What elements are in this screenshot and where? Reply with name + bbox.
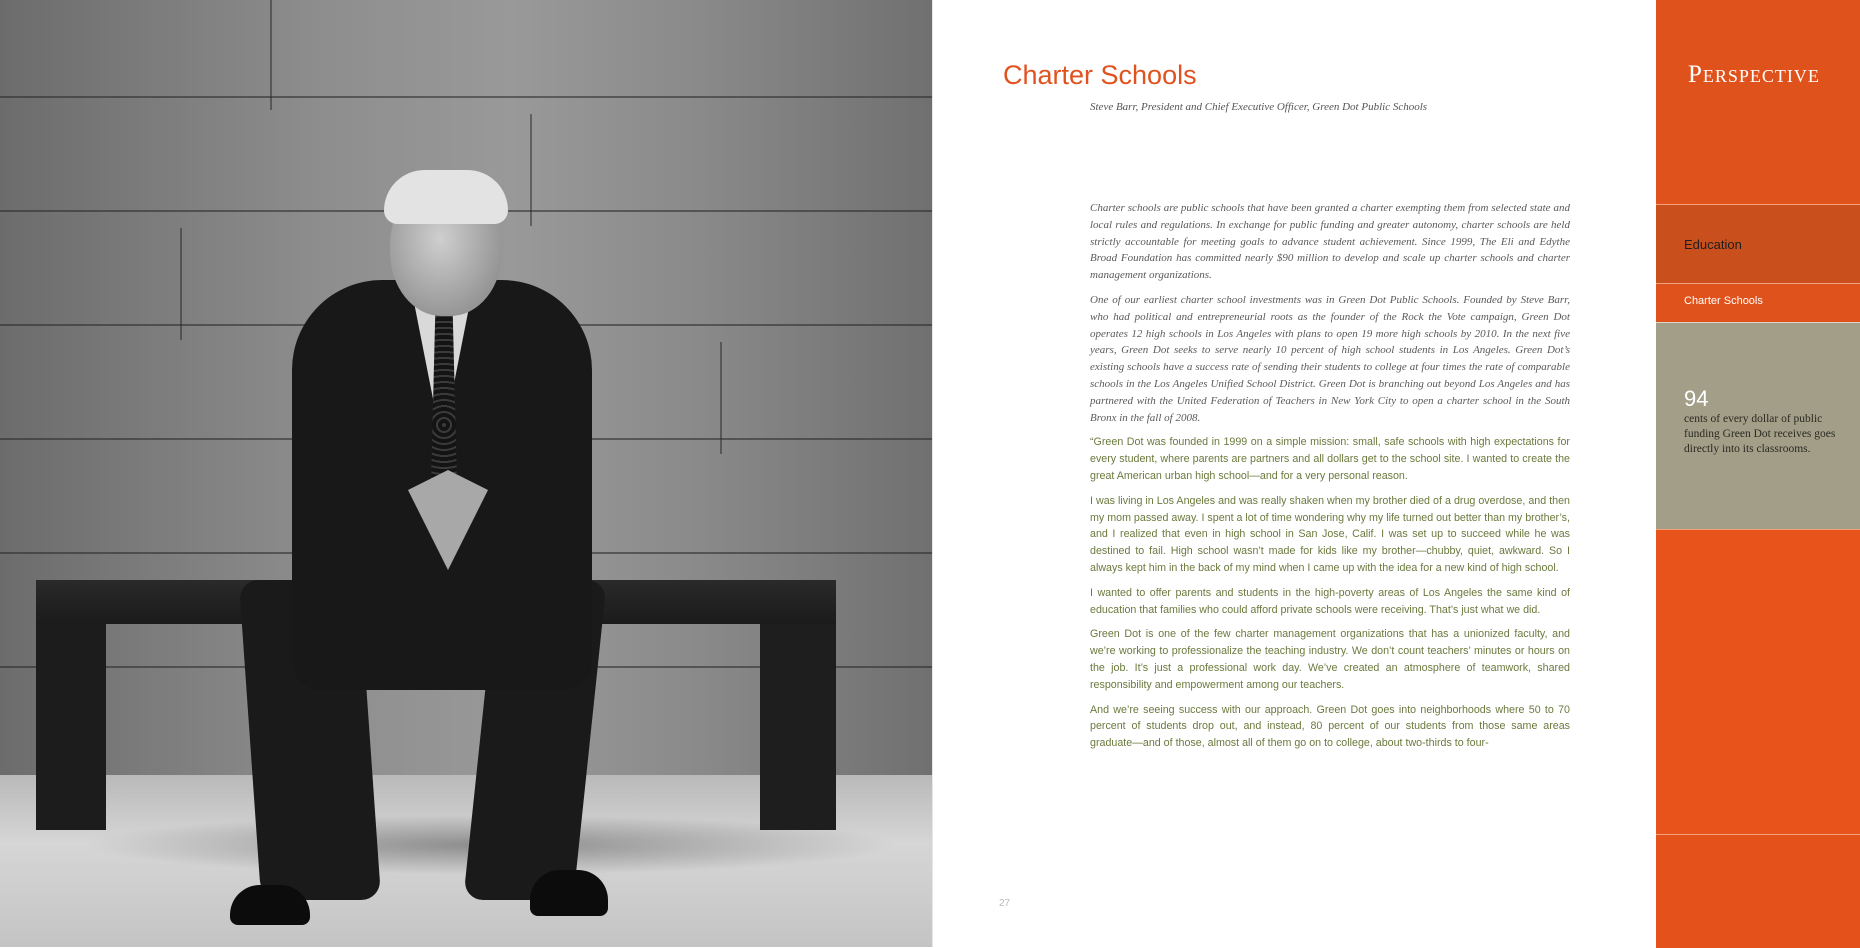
- shoe: [530, 870, 608, 916]
- sidebar-band: [1656, 834, 1860, 948]
- sidebar-subcategory: Charter Schools: [1684, 295, 1763, 307]
- quote-paragraph: Green Dot is one of the few charter management organizations that has a unionized faculty, and we’re working to professionalize the teaching industry. We don’t count teachers’ minutes or hours on the job. It’s just a professional work day. We’ve created an atmosphere of teamwork, shared responsibility and empowerment among our teachers.: [1090, 628, 1570, 691]
- article-title: Charter Schools: [1003, 60, 1197, 90]
- quote-paragraph: I wanted to offer parents and students in the high-poverty areas of Los Angeles the same kind of education that families who could afford private schools were receiving. That’s just what we did.: [1090, 586, 1570, 616]
- seated-man: [230, 170, 700, 930]
- quote-paragraph: “Green Dot was founded in 1999 on a simple mission: small, safe schools with high expectations for every student, where parents are partners and all dollars get to the school site. I wanted to create the great American urban high school—and for a very personal reason.: [1090, 436, 1570, 482]
- hair: [384, 170, 508, 224]
- intro-paragraph: Charter schools are public schools that have been granted a charter exempting them from selected state and local rules and regulations. In exchange for public funding and greater autonomy, charter schools are held strictly accountable for meeting goals to advance student achievement. Since 1999, The Eli and Edythe Broad Foundation has committed nearly $90 million to develop and scale up charter schools and charter management organizations.: [1090, 202, 1570, 282]
- sidebar-band: [1656, 529, 1860, 834]
- photo-wall-seam: [180, 228, 182, 340]
- stat-description: cents of every dollar of public funding Green Dot receives goes directly into its classrooms.: [1684, 413, 1836, 455]
- photo-wall-seam: [270, 0, 272, 110]
- bench-leg: [36, 620, 106, 830]
- sidebar: [1656, 0, 1860, 947]
- sidebar-category: Education: [1684, 237, 1742, 252]
- page-number: 27: [999, 898, 1011, 909]
- sidebar-header: Perspective: [1688, 61, 1820, 88]
- sidebar-header-band: [1656, 0, 1860, 203]
- article-byline: Steve Barr, President and Chief Executive Officer, Green Dot Public Schools: [1090, 101, 1428, 113]
- shoe: [230, 885, 310, 925]
- quote-paragraph: I was living in Los Angeles and was really shaken when my brother died of a drug overdose, and then my mom passed away. I spent a lot of time wondering why my life turned out better than my brother’s, and I realized that even in high school in San Jose, Calif. I was set up to succeed while he was destined to fail. High school wasn’t made for kids like my brother—chubby, quiet, awkward. So I always kept him in the back of my mind when I came up with the idea for a new kind of high school.: [1090, 494, 1570, 574]
- article-body: [1090, 200, 1570, 760]
- article-page: [932, 0, 1657, 947]
- intro-paragraph: One of our earliest charter school investments was in Green Dot Public Schools. Founded by Steve Barr, who had political and entrepreneurial roots as the founder of the Rock the Vote campaign, Green Dot operates 12 high schools in Los Angeles with plans to open 19 more high schools by 2010. In the next five years, Green Dot seeks to serve nearly 10 percent of high school students in Los Angeles. Green Dot’s existing schools have a success rate of sending their students to college at four times the rate of comparable schools in the Los Angeles Unified School District. Green Dot is branching out beyond Los Angeles and has partnered with the United Federation of Teachers in New York City to open a charter school in the South Bronx in the fall of 2008.: [1090, 293, 1570, 424]
- photo-wall-seam: [720, 342, 722, 454]
- quote-paragraph: And we’re seeing success with our approach. Green Dot goes into neighborhoods where 50 to 70 percent of students drop out, and instead, 80 percent of our students from those same areas graduate—and of those, almost all of them go on to college, about two-thirds to four-: [1090, 703, 1570, 750]
- bench-leg: [760, 620, 836, 830]
- stat-number: 94: [1684, 386, 1709, 411]
